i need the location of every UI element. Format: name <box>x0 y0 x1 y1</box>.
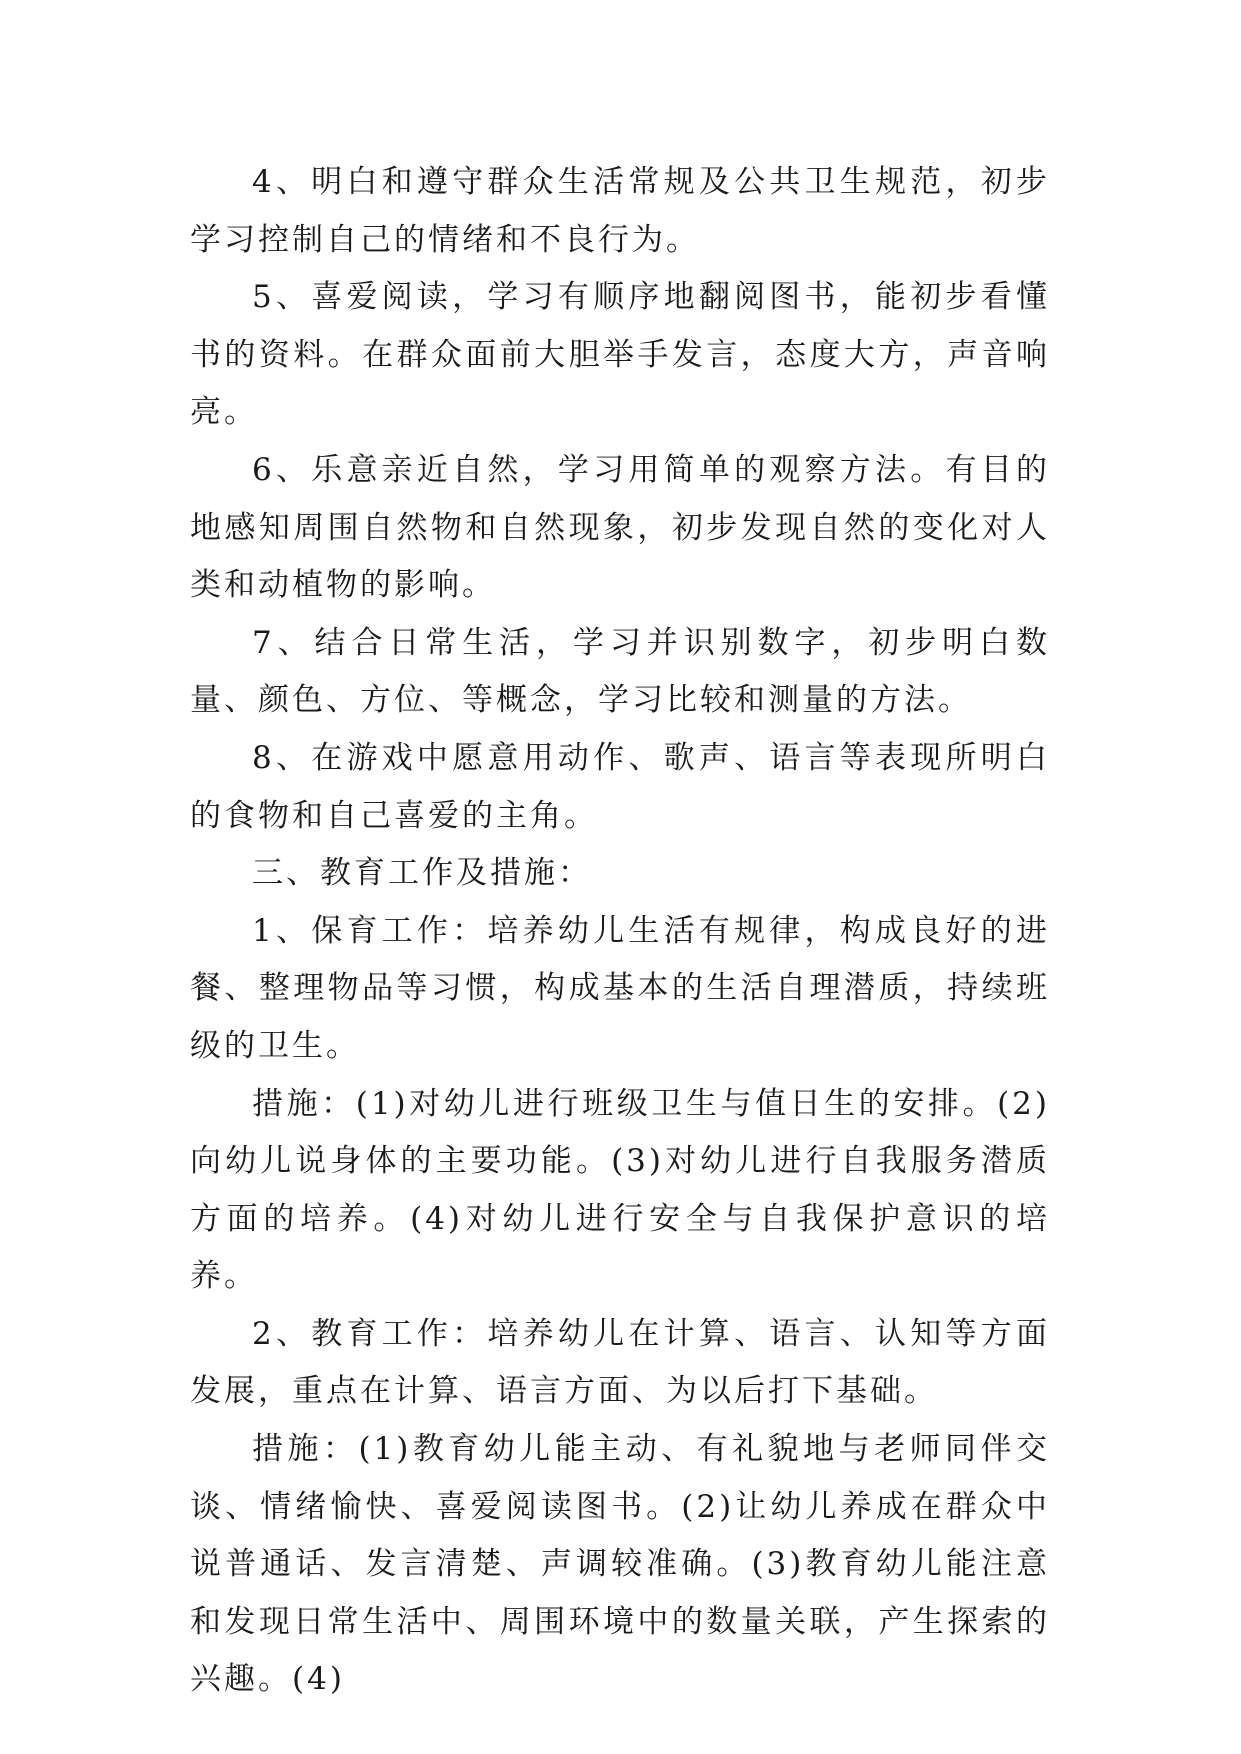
paragraph-care-work: 1、保育工作：培养幼儿生活有规律，构成良好的进餐、整理物品等习惯，构成基本的生活自理潜质，持续班级的卫生。 <box>190 912 1050 1064</box>
paragraph-item-7: 7、结合日常生活，学习并识别数字，初步明白数量、颜色、方位、等概念，学习比较和测量的方法。 <box>190 624 1050 719</box>
paragraph-care-measures: 措施：(1)对幼儿进行班级卫生与值日生的安排。(2)向幼儿说身体的主要功能。(3)对幼儿进行自我服务潜质方面的培养。(4)对幼儿进行安全与自我保护意识的培养。 <box>190 1085 1050 1295</box>
paragraph-education-work: 2、教育工作：培养幼儿在计算、语言、认知等方面发展，重点在计算、语言方面、为以后打下基础。 <box>190 1315 1050 1410</box>
section-heading: 三、教育工作及措施： <box>252 855 592 892</box>
paragraph-item-4: 4、明白和遵守群众生活常规及公共卫生规范，初步学习控制自己的情绪和不良行为。 <box>190 164 1050 258</box>
paragraph-education-measures: 措施：(1)教育幼儿能主动、有礼貌地与老师同伴交谈、情绪愉快、喜爱阅读图书。(2)让幼儿养成在群众中说普通话、发言清楚、声调较准确。(3)教育幼儿能注意和发现日常生活中、周围环境中的数量关联，产生探索的兴趣。(4) <box>190 1431 1050 1698</box>
paragraph-item-5: 5、喜爱阅读，学习有顺序地翻阅图书，能初步看懂书的资料。在群众面前大胆举手发言，态度大方，声音响亮。 <box>190 279 1050 431</box>
document-body <box>190 154 1050 1709</box>
paragraph-item-8: 8、在游戏中愿意用动作、歌声、语言等表现所明白的食物和自己喜爱的主角。 <box>190 739 1050 834</box>
paragraph-item-6: 6、乐意亲近自然，学习用简单的观察方法。有目的地感知周围自然物和自然现象，初步发现自然的变化对人类和动植物的影响。 <box>190 451 1050 604</box>
